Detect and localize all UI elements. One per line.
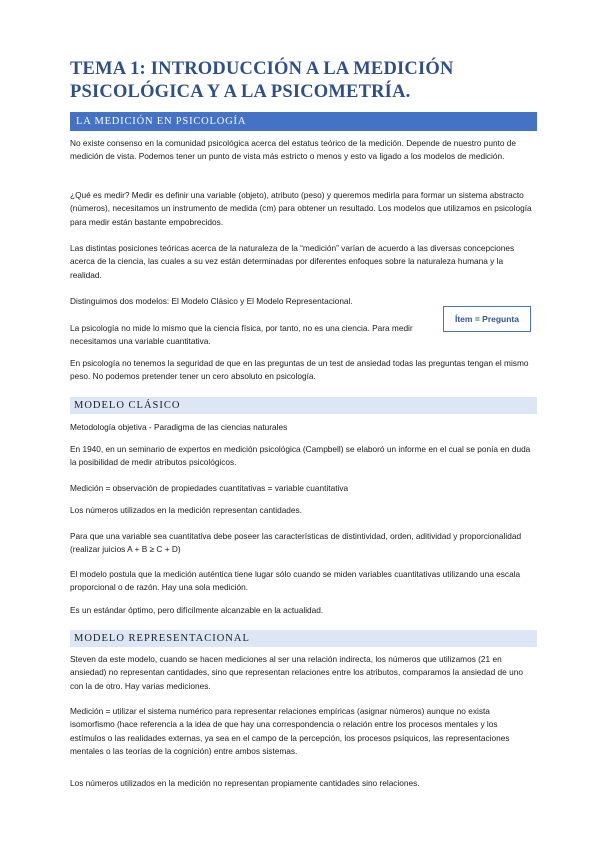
paragraph: Es un estándar óptimo, pero difícilmente alcanzable en la actualidad.: [70, 605, 324, 615]
paragraph: No existe consenso en la comunidad psicológica acerca del estatus teórico de la medición. Depende de nuestro punto de medición de vista. Podemos tener un punto de vista más estricto o menos y esto va ligado a los modelos de medición.: [70, 138, 517, 162]
paragraph: La psicología no mide lo mismo que la ciencia física, por tanto, no es una ciencia. Para medir necesitamos una variable cuantitativa.: [70, 323, 413, 347]
paragraph: Los números utilizados en la medición representan cantidades.: [70, 505, 302, 515]
paragraph: Medición = observación de propiedades cuantitativas = variable cuantitativa: [70, 483, 349, 493]
document-title: [70, 58, 540, 104]
section-heading-modelo-clasico: MODELO CLÁSICO: [70, 397, 537, 414]
paragraph: Steven da este modelo, cuando se hacen mediciones al ser una relación indirecta, los números que utilizamos (21 en ansiedad) no representan cantidades, sino que representan relaciones entre los atributos, comparamos la ansiedad de uno con la de otro. Hay varias mediciones.: [70, 654, 523, 691]
paragraph: En 1940, en un seminario de expertos en medición psicológica (Campbell) se elaboró un informe en el cual se ponía en duda la posibilidad de medir atributos psicológicos.: [70, 444, 531, 468]
paragraph: Las distintas posiciones teóricas acerca de la naturaleza de la “medición” varían de acuerdo a las diversas concepciones acerca de la ciencia, las cuales a su vez están determinadas por diferentes enfoques sobre la naturaleza humana y la realidad.: [70, 243, 515, 280]
title-line-2: PSICOLÓGICA Y A LA PSICOMETRÍA.: [70, 82, 411, 102]
paragraph: Distinguimos dos modelos: El Modelo Clásico y El Modelo Representacional.: [70, 296, 353, 306]
paragraph: El modelo postula que la medición auténtica tiene lugar sólo cuando se miden variables cuantitativas utilizando una escala proporcional o de razón. Hay una sola medición.: [70, 569, 521, 593]
paragraph: Medición = utilizar el sistema numérico para representar relaciones empíricas (asignar números) aunque no exista isomorfismo (hace referencia a la idea de que hay una correspondencia o relación entre los procesos mentales y los estímulos o las realidades externas, ya sea en el campo de la percepción, los procesos psíquicos, las representaciones mentales o las teorías de la cognición) entre ambos sistemas.: [70, 706, 510, 756]
section-heading-modelo-representacional: MODELO REPRESENTACIONAL: [70, 630, 537, 647]
paragraph: En psicología no tenemos la seguridad de que en las preguntas de un test de ansiedad todas las preguntas tengan el mismo peso. No podemos pretender tener un cero absoluto en psicología.: [70, 358, 529, 382]
paragraph: ¿Qué es medir? Medir es definir una variable (objeto), atributo (peso) y queremos medirla para formar un sistema abstracto (números), necesitamos un instrumento de medida (cm) para obtener un resultado. Los modelos que utilizamos en psicología para medir están bastante empobrecidos.: [70, 190, 532, 227]
section-heading-medicion: LA MEDICIÓN EN PSICOLOGÍA: [70, 112, 537, 131]
paragraph: Metodología objetiva - Paradigma de las ciencias naturales: [70, 422, 288, 432]
title-line-1: TEMA 1: INTRODUCCIÓN A LA MEDICIÓN: [70, 59, 454, 79]
paragraph: Los números utilizados en la medición no representan propiamente cantidades sino relaciones.: [70, 778, 420, 788]
item-pregunta-callout: Ítem = Pregunta: [443, 306, 531, 332]
paragraph: Para que una variable sea cuantitativa debe poseer las características de distintividad, orden, aditividad y proporcionalidad (realizar juicios A + B ≥ C + D): [70, 531, 522, 555]
